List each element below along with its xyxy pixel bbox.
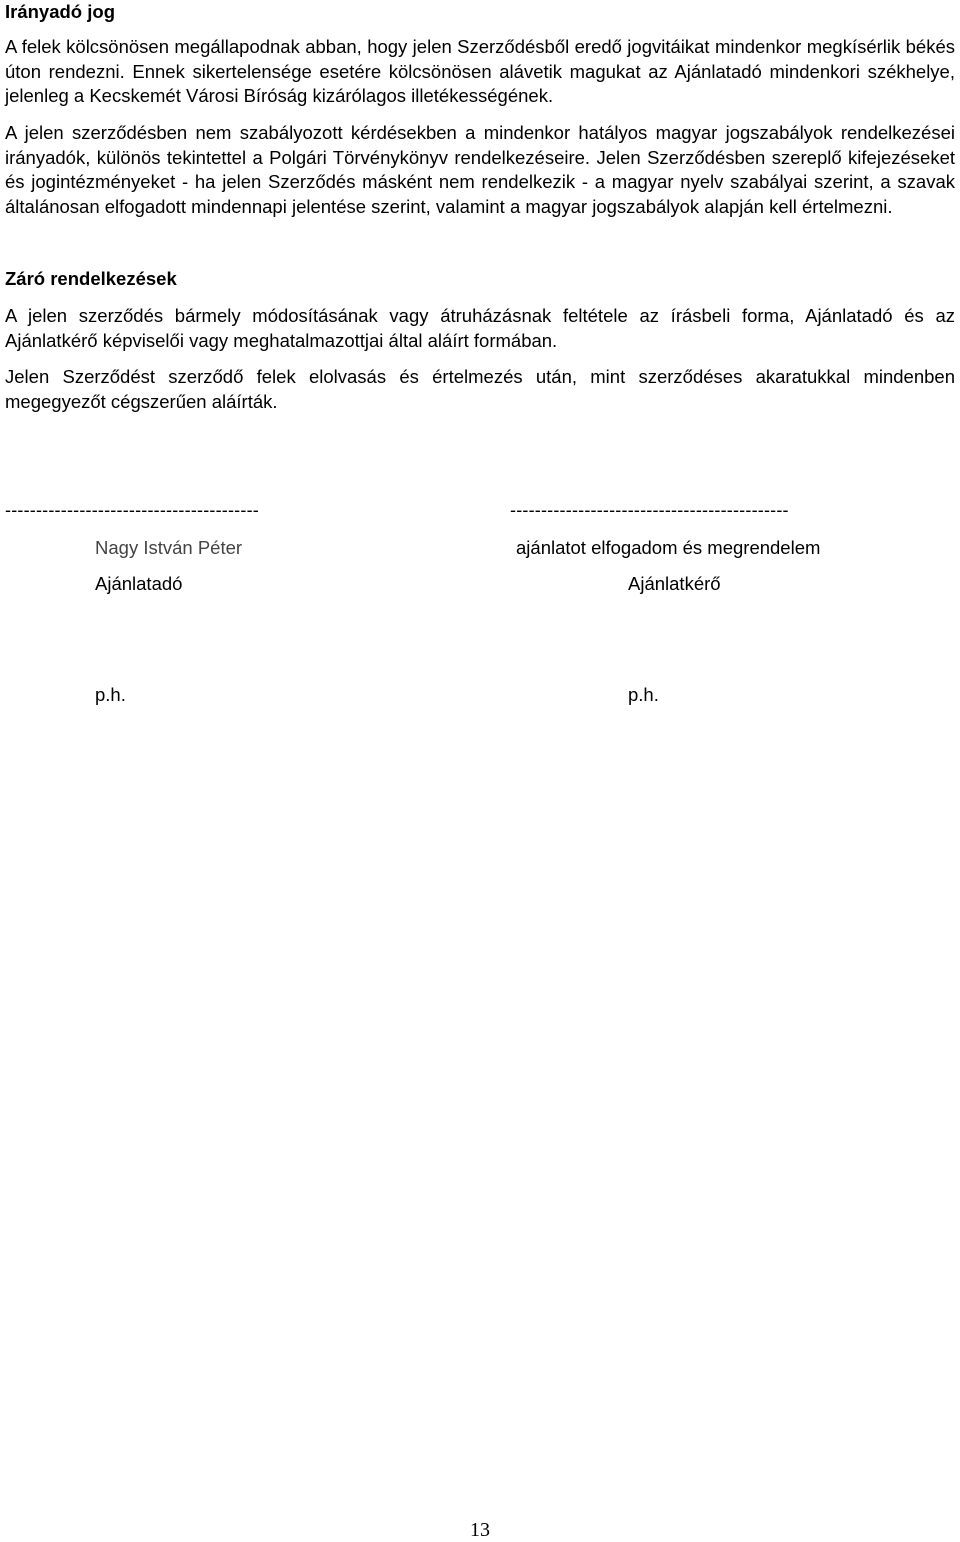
signatory-name-customer: ajánlatot elfogadom és megrendelem bbox=[516, 537, 821, 558]
signatory-role-customer: Ajánlatkérő bbox=[628, 573, 721, 594]
governing-law-paragraph-2: A jelen szerződésben nem szabályozott kérdésekben a mindenkor hatályos magyar jogszabályok rendelkezései irányadók, különös tekintettel a Polgári Törvénykönyv rendelkezéseire. Jelen Szerződésben szereplő kifejezéseket és jogintézményeket - ha jelen Szerződés másként nem rendelkezik - a magyar nyelv szabályai szerint, a szavak általánosan elfogadott mindennapi jelentése szerint, valamint a magyar jogszabályok alapján kell értelmezni. bbox=[5, 122, 955, 217]
closing-paragraph-2: Jelen Szerződést szerződő felek elolvasás és értelmezés után, mint szerződéses akaratukkal mindenben megegyezőt cégszerűen aláírták. bbox=[5, 366, 955, 412]
governing-law-paragraph-1: A felek kölcsönösen megállapodnak abban, hogy jelen Szerződésből eredő jogvitáikat mindenkor megkísérlik békés úton rendezni. Ennek sikertelensége esetére kölcsönösen alávetik magukat az Ajánlatadó mindenkori székhelye, jelenleg a Kecskemét Városi Bíróság kizárólagos illetékességének. bbox=[5, 36, 955, 106]
signatory-name-offeror: Nagy István Péter bbox=[95, 537, 243, 558]
signature-line-offeror: ----------------------------------------- bbox=[5, 500, 259, 520]
stamp-placeholder-customer: p.h. bbox=[628, 684, 659, 705]
page-number: 13 bbox=[470, 1519, 490, 1541]
closing-paragraph-1: A jelen szerződés bármely módosításának vagy átruházásnak feltétele az írásbeli forma, Ajánlatadó és az Ajánlatkérő képviselői vagy meghatalmazottjai által aláírt formában. bbox=[5, 305, 955, 351]
signature-line-customer: --------------------------------------------- bbox=[510, 500, 789, 520]
section-heading-governing-law: Irányadó jog bbox=[5, 1, 115, 22]
signatory-role-offeror: Ajánlatadó bbox=[95, 573, 183, 594]
stamp-placeholder-offeror: p.h. bbox=[95, 684, 126, 705]
section-heading-closing-provisions: Záró rendelkezések bbox=[5, 268, 177, 289]
